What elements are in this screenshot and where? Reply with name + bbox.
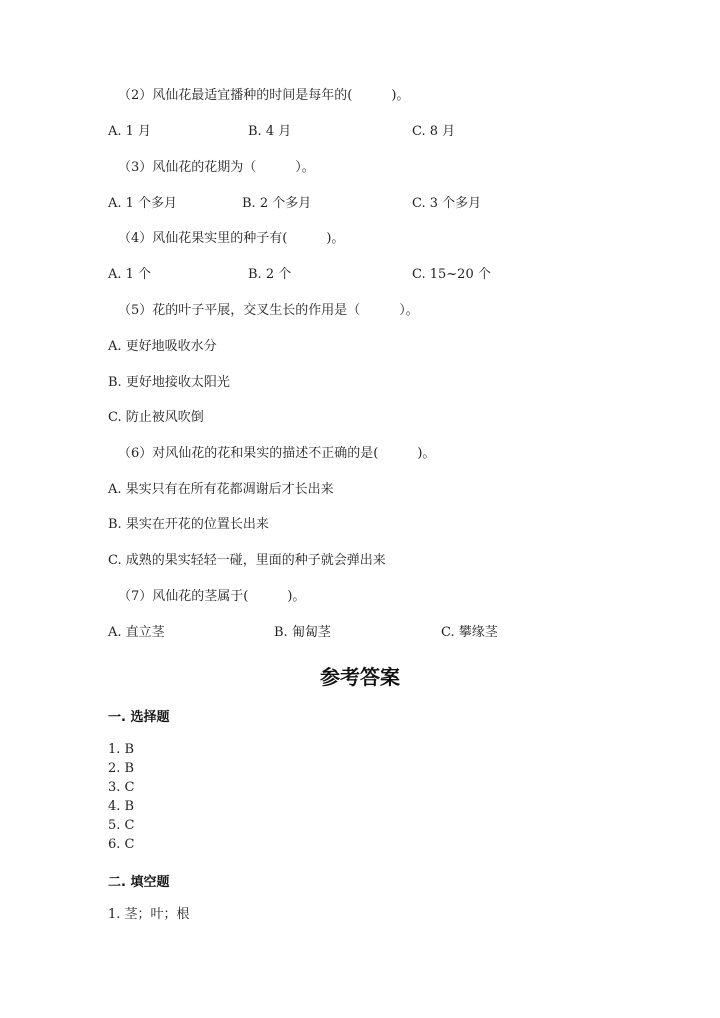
question-7-option-c: C. 攀缘茎: [441, 625, 498, 640]
question-3-option-c: C. 3 个多月: [412, 196, 482, 211]
question-6-option-b: B. 果实在开花的位置长出来: [108, 517, 269, 532]
answer-item: 2. B: [108, 761, 135, 776]
question-3-option-a: A. 1 个多月: [108, 196, 178, 211]
question-7-stem: （7）风仙花的茎属于( )。: [118, 589, 306, 604]
question-5-option-b: B. 更好地接收太阳光: [108, 375, 230, 390]
question-2-option-c: C. 8 月: [412, 124, 456, 139]
question-3-option-b: B. 2 个多月: [242, 196, 312, 211]
answer-item: 1. B: [108, 742, 135, 757]
question-4-option-c: C. 15~20 个: [412, 267, 491, 282]
answer-item: 4. B: [108, 799, 135, 814]
question-2-option-a: A. 1 月: [108, 124, 152, 139]
question-4-option-a: A. 1 个: [108, 267, 152, 282]
section-fill-heading: 二. 填空题: [108, 875, 170, 890]
question-2-option-b: B. 4 月: [248, 124, 292, 139]
question-7-option-b: B. 匍匐茎: [274, 625, 331, 640]
answer-item: 3. C: [108, 780, 135, 795]
answer-item: 6. C: [108, 837, 135, 852]
question-6-stem: （6）对风仙花的花和果实的描述不正确的是( )。: [118, 446, 436, 461]
answer-item: 5. C: [108, 818, 135, 833]
section-choice-heading: 一. 选择题: [108, 710, 170, 725]
question-4-option-b: B. 2 个: [248, 267, 292, 282]
question-5-option-a: A. 更好地吸收水分: [108, 339, 217, 354]
question-5-option-c: C. 防止被风吹倒: [108, 410, 204, 425]
question-4-stem: （4）风仙花果实里的种子有( )。: [118, 231, 345, 246]
question-2-stem: （2）风仙花最适宜播种的时间是每年的( )。: [118, 88, 410, 103]
choice-answer-list: [108, 740, 134, 854]
question-6-option-a: A. 果实只有在所有花都凋谢后才长出来: [108, 482, 334, 497]
question-7-option-a: A. 直立茎: [108, 625, 165, 640]
question-5-stem: （5）花的叶子平展，交叉生长的作用是（ ）。: [118, 303, 419, 318]
answer-key-title: 参考答案: [320, 665, 400, 689]
question-3-stem: （3）风仙花的花期为（ ）。: [118, 160, 315, 175]
fill-answer-item: 1. 茎；叶；根: [108, 907, 190, 922]
question-6-option-c: C. 成熟的果实轻轻一碰，里面的种子就会弹出来: [108, 553, 386, 568]
